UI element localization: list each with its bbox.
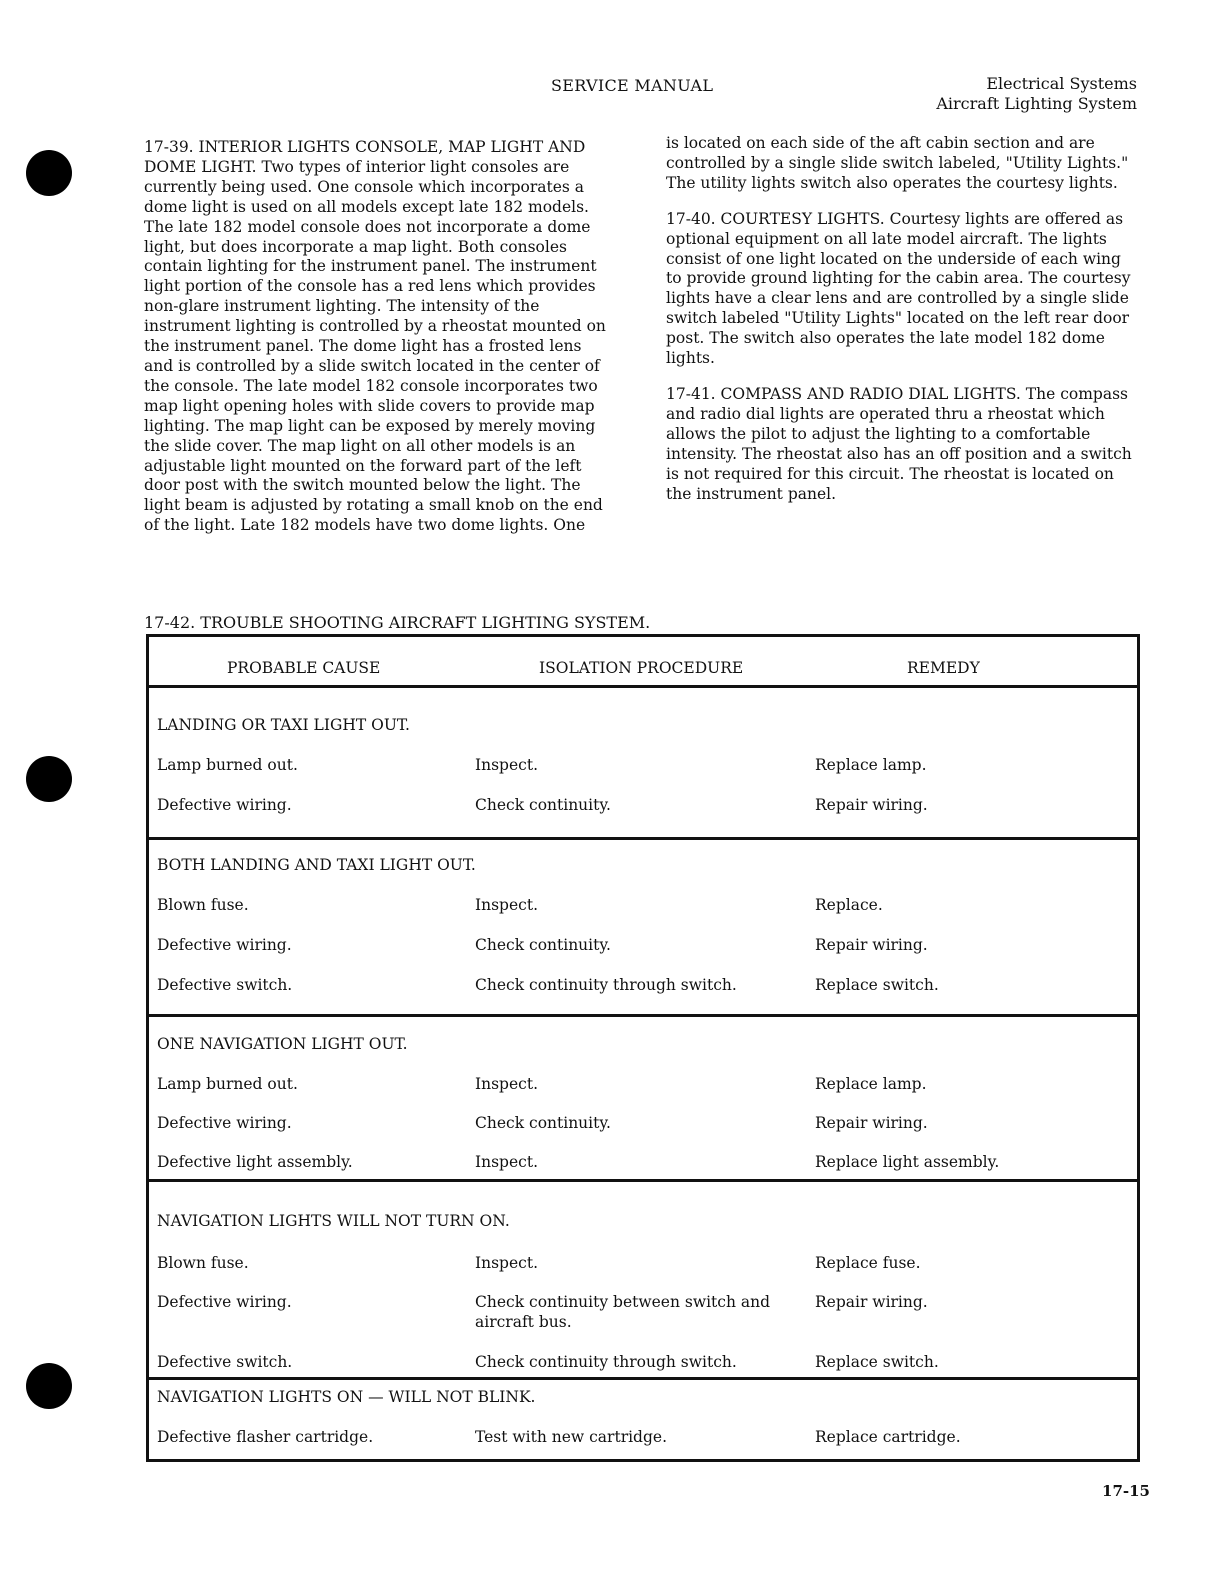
cell-remedy: Replace lamp. bbox=[815, 1075, 927, 1093]
paragraph-body: Two types of interior light consoles are currently being used. One console which incorporates a dome light is used on all models except late 182 models. The late 182 model console does not incorporate a dome light, but does incorporate a map light. Both consoles contain lighting for the instrument panel. The instrument light portion of the console has a red lens which provides non-glare instrument lighting. The intensity of the instrument lighting is controlled by a rheostat mounted on the instrument panel. The dome light has a frosted lens and is controlled by a slide switch located in the center of the console. The late model 182 console incorporates two map light opening holes with slide covers to provide map lighting. The map light can be exposed by merely moving the slide cover. The map light on all other models is an adjustable light mounted on the forward part of the left door post with the switch mounted below the light. The light beam is adjusted by rotating a small knob on the end of the light. Late 182 models have two dome lights. One bbox=[144, 157, 606, 535]
binder-hole-top bbox=[26, 150, 72, 196]
cell-cause: Defective switch. bbox=[157, 1353, 293, 1371]
table-title: 17-42. TROUBLE SHOOTING AIRCRAFT LIGHTING SYSTEM. bbox=[144, 613, 651, 632]
cell-cause: Defective wiring. bbox=[157, 1114, 292, 1132]
cell-procedure: Test with new cartridge. bbox=[475, 1428, 668, 1446]
header-isolation-procedure: ISOLATION PROCEDURE bbox=[539, 659, 744, 677]
cell-remedy: Repair wiring. bbox=[815, 1293, 928, 1311]
cell-remedy: Replace light assembly. bbox=[815, 1153, 1000, 1171]
table-group-one-navigation-light bbox=[149, 1017, 1137, 1182]
paragraph-body: Courtesy lights are offered as optional equipment on all late model aircraft. The lights consist of one light located on the underside of each wing to provide ground lighting for the cabin area. The courtesy lights have a clear lens and are controlled by a single slide switch labeled "Utility Lights" located on the left rear door post. The switch also operates the late model 182 dome lights. bbox=[666, 209, 1131, 368]
cell-procedure: Inspect. bbox=[475, 756, 538, 774]
cell-cause: Defective flasher cartridge. bbox=[157, 1428, 374, 1446]
header-section-line1: Electrical Systems bbox=[986, 74, 1137, 93]
cell-remedy: Replace switch. bbox=[815, 976, 939, 994]
left-column bbox=[144, 138, 614, 552]
cell-procedure: Check continuity. bbox=[475, 1114, 611, 1132]
group-title: NAVIGATION LIGHTS WILL NOT TURN ON. bbox=[157, 1212, 510, 1230]
cell-cause: Defective wiring. bbox=[157, 1293, 292, 1311]
paragraph-17-39 bbox=[144, 138, 614, 536]
header-section bbox=[936, 74, 1137, 114]
table-group-landing-or-taxi bbox=[149, 688, 1137, 840]
header-section-line2: Aircraft Lighting System bbox=[936, 94, 1137, 113]
cell-cause: Defective wiring. bbox=[157, 796, 292, 814]
group-title: ONE NAVIGATION LIGHT OUT. bbox=[157, 1035, 408, 1053]
paragraph-17-41 bbox=[666, 385, 1138, 504]
troubleshooting-table bbox=[146, 634, 1140, 1462]
right-column bbox=[666, 134, 1138, 520]
header-remedy: REMEDY bbox=[907, 659, 980, 677]
cell-procedure: Inspect. bbox=[475, 1075, 538, 1093]
cell-remedy: Repair wiring. bbox=[815, 796, 928, 814]
cell-remedy: Replace switch. bbox=[815, 1353, 939, 1371]
paragraph-continuation: is located on each side of the aft cabin section and are controlled by a single slide switch labeled, "Utility Lights." The utility lights switch also operates the courtesy lights. bbox=[666, 134, 1129, 192]
page-number: 17-15 bbox=[1102, 1482, 1150, 1500]
table-header bbox=[149, 637, 1137, 688]
header-title: SERVICE MANUAL bbox=[551, 76, 714, 95]
paragraph-heading: 17-41. COMPASS AND RADIO DIAL LIGHTS. bbox=[666, 384, 1021, 403]
cell-remedy: Replace lamp. bbox=[815, 756, 927, 774]
group-title: NAVIGATION LIGHTS ON — WILL NOT BLINK. bbox=[157, 1388, 536, 1406]
group-title: LANDING OR TAXI LIGHT OUT. bbox=[157, 716, 410, 734]
table-group-navigation-lights-will-not-blink bbox=[149, 1380, 1137, 1460]
paragraph-body: The compass and radio dial lights are operated thru a rheostat which allows the pilot to adjust the lighting to a comfortable intensity. The rheostat also has an off position and a switch is not required for this circuit. The rheostat is located on the instrument panel. bbox=[666, 384, 1132, 503]
cell-procedure: Inspect. bbox=[475, 1254, 538, 1272]
cell-procedure: Check continuity through switch. bbox=[475, 976, 737, 994]
cell-cause: Defective wiring. bbox=[157, 936, 292, 954]
cell-remedy: Replace. bbox=[815, 896, 883, 914]
cell-cause: Defective switch. bbox=[157, 976, 293, 994]
cell-procedure: Inspect. bbox=[475, 1153, 538, 1171]
table-group-both-landing-and-taxi bbox=[149, 840, 1137, 1017]
cell-procedure: Check continuity through switch. bbox=[475, 1353, 737, 1371]
cell-remedy: Replace cartridge. bbox=[815, 1428, 961, 1446]
cell-cause: Lamp burned out. bbox=[157, 756, 298, 774]
cell-cause: Blown fuse. bbox=[157, 896, 249, 914]
group-title: BOTH LANDING AND TAXI LIGHT OUT. bbox=[157, 856, 476, 874]
cell-procedure: Check continuity. bbox=[475, 936, 611, 954]
cell-cause: Lamp burned out. bbox=[157, 1075, 298, 1093]
cell-procedure: Inspect. bbox=[475, 896, 538, 914]
binder-hole-middle bbox=[26, 756, 72, 802]
cell-remedy: Replace fuse. bbox=[815, 1254, 921, 1272]
cell-cause: Blown fuse. bbox=[157, 1254, 249, 1272]
header-probable-cause: PROBABLE CAUSE bbox=[227, 659, 381, 677]
binder-hole-bottom bbox=[26, 1363, 72, 1409]
table-group-navigation-lights-will-not-turn-on bbox=[149, 1182, 1137, 1380]
cell-remedy: Repair wiring. bbox=[815, 1114, 928, 1132]
paragraph-heading: 17-39. INTERIOR LIGHTS CONSOLE, MAP LIGHT AND DOME LIGHT. bbox=[144, 138, 586, 176]
cell-cause: Defective light assembly. bbox=[157, 1153, 353, 1171]
cell-procedure: Check continuity between switch and aircraft bus. bbox=[475, 1293, 771, 1331]
cell-remedy: Repair wiring. bbox=[815, 936, 928, 954]
cell-procedure: Check continuity. bbox=[475, 796, 611, 814]
paragraph-17-40 bbox=[666, 210, 1138, 369]
paragraph-heading: 17-40. COURTESY LIGHTS. bbox=[666, 209, 885, 228]
